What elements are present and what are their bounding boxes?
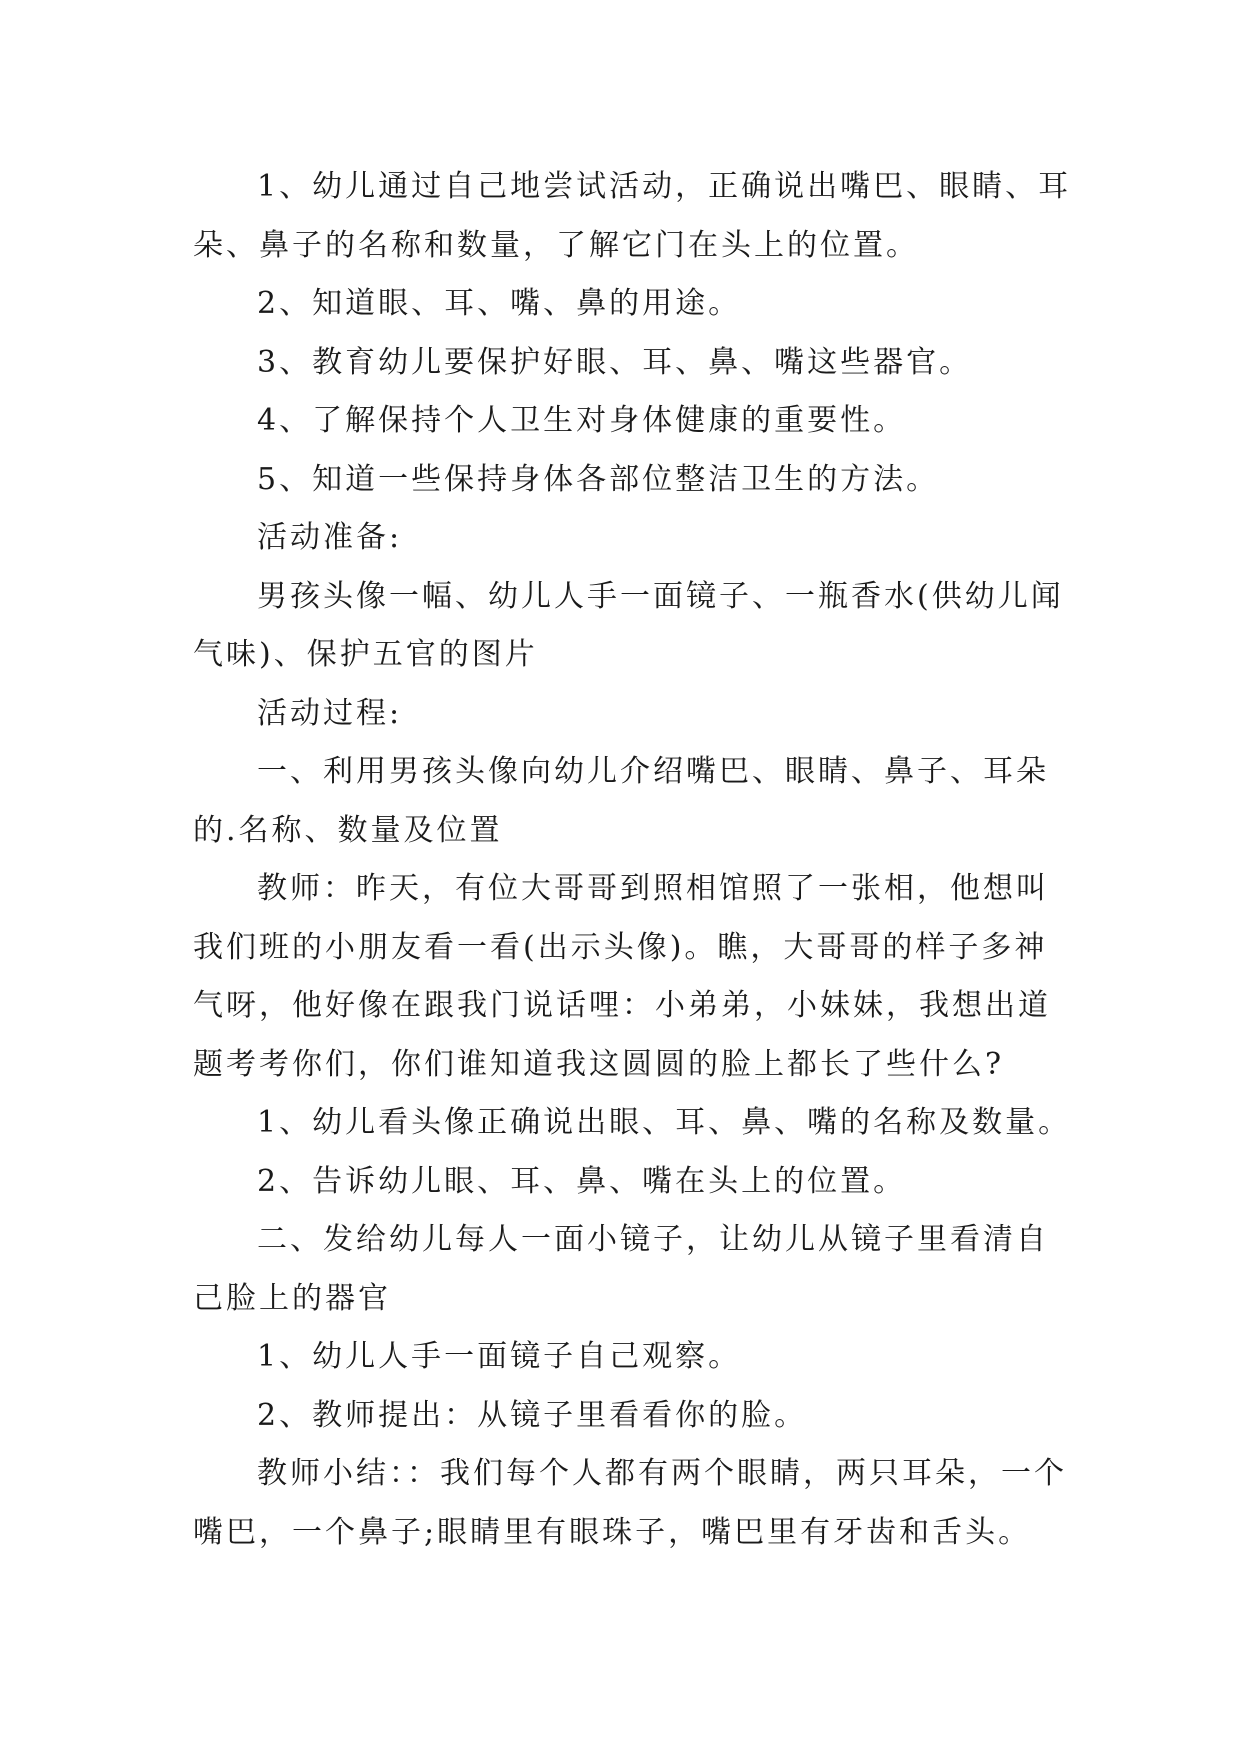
teacher-summary: 教师小结：：我们每个人都有两个眼睛，两只耳朵，一个嘴巴，一个鼻子;眼睛里有眼珠子，嘴巴里有牙齿和舌头。 <box>193 1456 1067 1550</box>
goal-item-3: 3、教育幼儿要保护好眼、耳、鼻、嘴这些器官。 <box>257 344 973 380</box>
goal-item-2: 2、知道眼、耳、嘴、鼻的用途。 <box>257 286 742 321</box>
section-heading-process: 活动过程: <box>257 695 403 731</box>
process-step-1-item-2: 2、告诉幼儿眼、耳、鼻、嘴在头上的位置。 <box>257 1163 907 1199</box>
goal-item-4: 4、了解保持个人卫生对身体健康的重要性。 <box>257 403 907 438</box>
goal-item-1: 1、幼儿通过自己地尝试活动，正确说出嘴巴、眼睛、耳朵、鼻子的名称和数量，了解它门在头上的位置。 <box>193 169 1072 263</box>
process-step-2-item-1: 1、幼儿人手一面镜子自己观察。 <box>257 1339 742 1374</box>
process-step-1-heading: 一、利用男孩头像向幼儿介绍嘴巴、眼睛、鼻子、耳朵的.名称、数量及位置 <box>193 754 1049 848</box>
teacher-dialogue: 教师：昨天，有位大哥哥到照相馆照了一张相，他想叫我们班的小朋友看一看(出示头像)。瞧，大哥哥的样子多神气呀，他好像在跟我门说话哩：小弟弟，小妹妹，我想出道题考考你们，你们谁知道我这圆圆的脸上都长了些什么? <box>193 871 1051 1082</box>
process-step-1-item-1: 1、幼儿看头像正确说出眼、耳、鼻、嘴的名称及数量。 <box>257 1105 1072 1140</box>
section-heading-preparation: 活动准备: <box>257 520 403 555</box>
process-step-2-item-2: 2、教师提出：从镜子里看看你的脸。 <box>257 1397 808 1433</box>
preparation-text: 男孩头像一幅、幼儿人手一面镜子、一瓶香水(供幼儿闻气味)、保护五官的图片 <box>193 578 1064 672</box>
goal-item-5: 5、知道一些保持身体各部位整洁卫生的方法。 <box>257 461 940 497</box>
document-body <box>193 158 1073 1562</box>
process-step-2-heading: 二、发给幼儿每人一面小镜子，让幼儿从镜子里看清自己脸上的器官 <box>193 1222 1049 1316</box>
